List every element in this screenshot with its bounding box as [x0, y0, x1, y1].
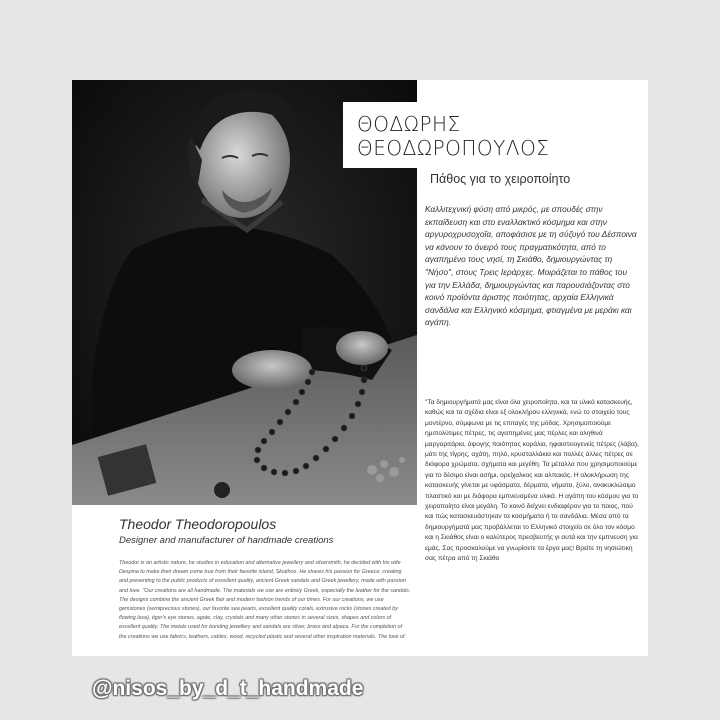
magazine-page: [72, 80, 648, 656]
intro-paragraph: [425, 203, 640, 329]
intro-text: Καλλιτεχνική φύση από μικρός, με σπουδές στην εκπαίδευση και στο εναλλακτικό κόσμημα και στην αργυροχρυσοχοΐα, αποφάσισε με τη σύζυγό του Δέσποινα να κάνουν το όνειρό τους πραγματικότητα, από το αγαπημένο τους νησί, τη Σκιάθο, δημιουργώντας τη "Νήσο", στους Τρεις Ιεράρχες. Μοιράζεται το πάθος του για την Ελλάδα, δημιουργώντας και παρουσιάζοντας στο κοινό προϊόντα άριστης ποιότητας, αρχαία Ελληνικά σανδάλια και Ελληνικό κόσμημα, φτιαγμένα με μεράκι και αγάπη.: [425, 204, 637, 328]
title-box: [343, 102, 648, 168]
english-body-text: Theodor is an artistic nature, he studies in education and alternative jewellery and silversmith, he decided with his wife Despina to make their dream come true from their favorite island, Skiathos. He shares his passion for Greece, creating and presenting to the public products of excellent quality, ancient Greek sandals and Greek jewellery, made with passion and love. "Our creations are all handmade. The materials we use are entirely Greek, especially the leather for the sandals. The designs combine the ancient Greek flair and modern fashion trends of our times. For our creations, we use gemstones (semiprecious stones), our favorite sea pearls, excellent quality corals, extrusive rocks (stones created by flowing lava), tiger's eye stones, agate, clay, crystals and many other stones in several sizes, shapes and colors of excellent quality. The metals used for bonding jewellery and sandals are silver, brass and alpaca. For the completion of the creations we use fabrics, leathers, cables, wood, recycled plastic and several other inspiration materials. The love of: [119, 560, 411, 640]
greek-body-text: "Τα δημιουργήματά μας είναι όλα χειροποίητα, και τα υλικά κατασκευής, καθώς και τα σχέδια είναι εξ ολοκλήρου ελληνικά, ενώ το στοιχείο τους μοντέρνο, σύμφωνα με τις επιταγές της μόδας. Χρησιμοποιούμε ημιπολύτιμες πέτρες, τις αγαπημένες μας πέρλες και αληθινά μαργαριτάρια, άψογης ποιότητας κοράλια, ηφαιστειογενείς πέτρες (λάβα), μάτι της τίγρης, αχάτη, πηλό, κρυσταλλάκια και πολλές άλλες πέτρες σε διάφορα χρώματα, σχήματα και μεγέθη. Τα μέταλλα που χρησιμοποιούμε για το δέσιμο είναι ασήμι, ορείχαλκος και αλπακάς. Η ολοκλήρωση της κατασκευής γίνεται με υφάσματα, δέρματα, νήματα, ξύλο, ανακυκλώσιμο πλαστικό και με διάφορα εμπνευσμένα υλικά. Η αγάπη του κόσμου για το χειροποίητο είναι μεγάλη. Το κοινό δείχνει ενδιαφέρον για το ποιος, πού και πώς κατασκευάστηκαν τα κοσμήματα ή τα σανδάλια. Μέσα από τα δημιουργήματά μας προβάλλεται το Ελληνικό στοιχείο σε όλο τον κόσμο και η Σκιάθος είναι ο καλύτερος πρεσβευτής γι αυτά και την εμπνευση για εμάς. Σας προσκαλούμε να γνωρίσετε τα έργα μας! Βρείτε τη νησιώτικη σας πέτρα από τη Σκιάθο: [425, 399, 639, 563]
greek-body: [425, 398, 643, 565]
article-title-line2: ΘΕΟΔΩΡΟΠΟΥΛΟΣ: [357, 136, 550, 160]
instagram-handle: @nisos_by_d_t_handmade: [92, 677, 364, 700]
english-title: Theodor Theodoropoulos: [119, 516, 277, 532]
article-title-line1: ΘΟΔΩΡΗΣ: [357, 112, 461, 136]
article-subtitle: Πάθος για το χειροποίητο: [430, 172, 571, 186]
english-body: [119, 559, 411, 642]
english-subtitle: Designer and manufacturer of handmade creations: [119, 535, 334, 546]
